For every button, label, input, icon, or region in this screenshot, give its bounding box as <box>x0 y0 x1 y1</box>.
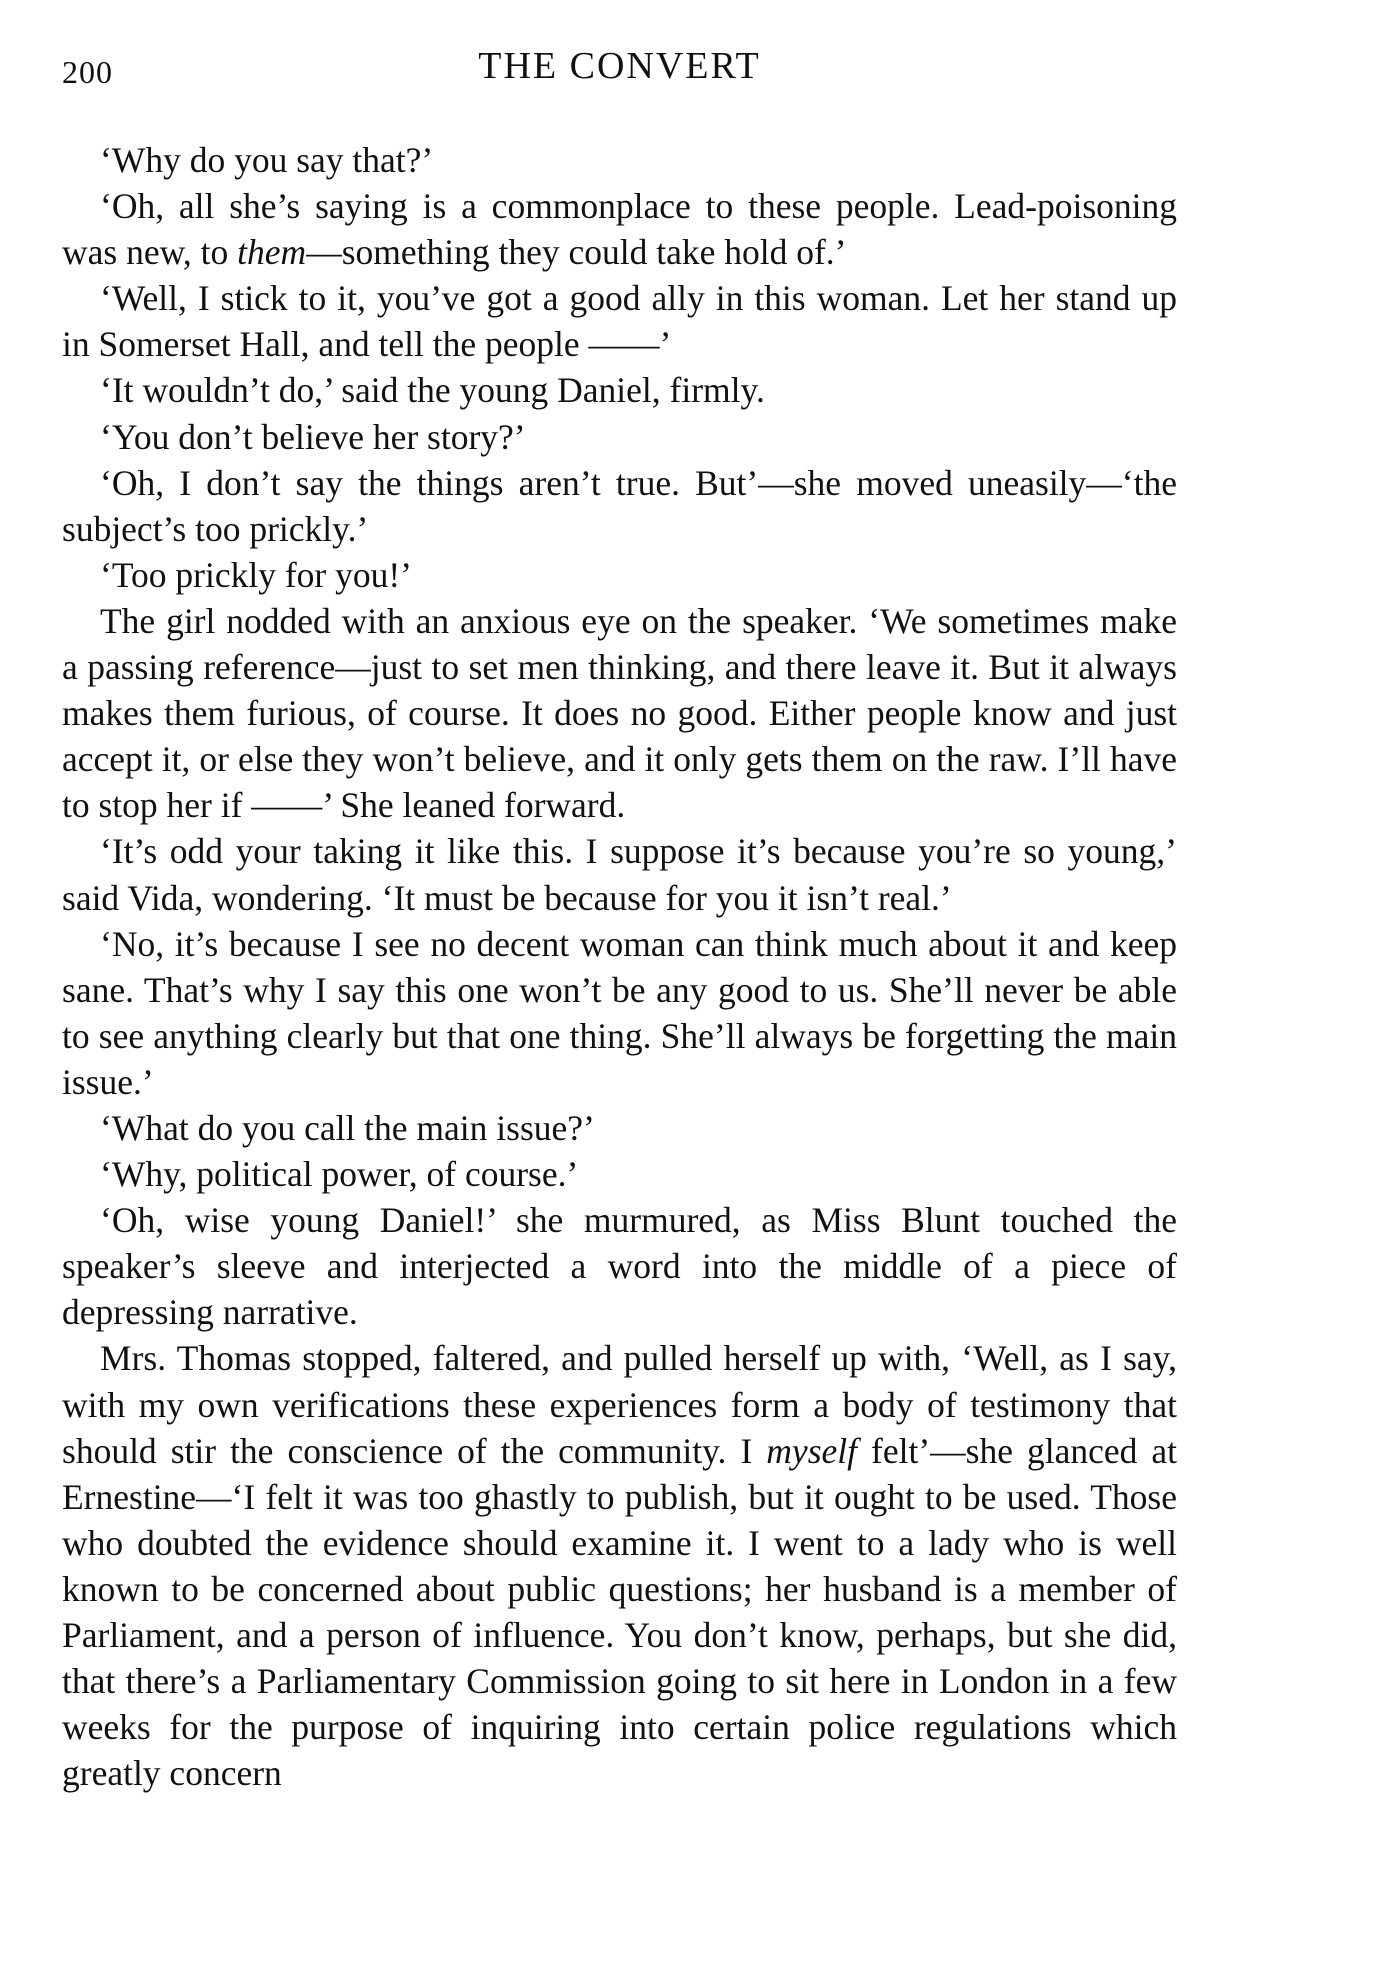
paragraph: ‘No, it’s because I see no decent woman can think much about it and keep sane. That’s why I say this one won’t be any good to us. She’ll never be able to see anything clearly but that one thing. She’ll always be forgetting the main issue.’ <box>62 923 1177 1102</box>
paragraph: ‘Oh, I don’t say the things aren’t true. But’—she moved uneasily—‘the subject’s too prickly.’ <box>62 462 1177 549</box>
paragraph: The girl nodded with an anxious eye on the speaker. ‘We sometimes make a passing reference—just to set men thinking, and there leave it. But it always makes them furious, of course. It does no good. Either people know and just accept it, or else they won’t believe, and it only gets them on the raw. I’ll have to stop her if ——’ She leaned forward. <box>62 600 1177 826</box>
page-header <box>62 40 1177 90</box>
italic-emphasis: myself <box>766 1430 857 1471</box>
paragraph: ‘Oh, wise young Daniel!’ she murmured, as Miss Blunt touched the speaker’s sleeve and interjected a word into the middle of a piece of depressing narrative. <box>62 1200 1177 1333</box>
paragraph: ‘What do you call the main issue?’ <box>100 1107 595 1148</box>
paragraph: Mrs. Thomas stopped, faltered, and pulled herself up with, ‘Well, as I say, with my own verifications these experiences form a body of testimony that should stir the conscience of the community. I myself felt’—she glanced at Ernestine—‘I felt it was too ghastly to publish, but it ought to be used. Those who doubted the evidence should examine it. I went to a lady who is well known to be concerned about public questions; her husband is a member of Parliament, and a person of influence. You don’t know, perhaps, but she did, that there’s a Parliamentary Commission going to sit here in London in a few weeks for the purpose of inquiring into certain police regulations which greatly concern <box>62 1338 1177 1794</box>
running-title: THE CONVERT <box>478 45 761 87</box>
paragraph: ‘Too prickly for you!’ <box>100 554 412 595</box>
body-text <box>62 137 1177 1796</box>
page-number: 200 <box>62 54 113 90</box>
paragraph: ‘Oh, all she’s saying is a commonplace to these people. Lead-poisoning was new, to them—something they could take hold of.’ <box>62 186 1177 273</box>
paragraph: ‘You don’t believe her story?’ <box>100 416 526 457</box>
paragraph: ‘Well, I stick to it, you’ve got a good ally in this woman. Let her stand up in Somerset Hall, and tell the people ——’ <box>62 278 1177 365</box>
italic-emphasis: them <box>237 232 307 273</box>
paragraph: ‘It’s odd your taking it like this. I suppose it’s because you’re so young,’ said Vida, wondering. ‘It must be because for you it isn’t real.’ <box>62 831 1177 918</box>
paragraph: ‘Why do you say that?’ <box>100 140 434 180</box>
paragraph: ‘Why, political power, of course.’ <box>100 1154 579 1195</box>
paragraph: ‘It wouldn’t do,’ said the young Daniel, firmly. <box>100 370 765 411</box>
